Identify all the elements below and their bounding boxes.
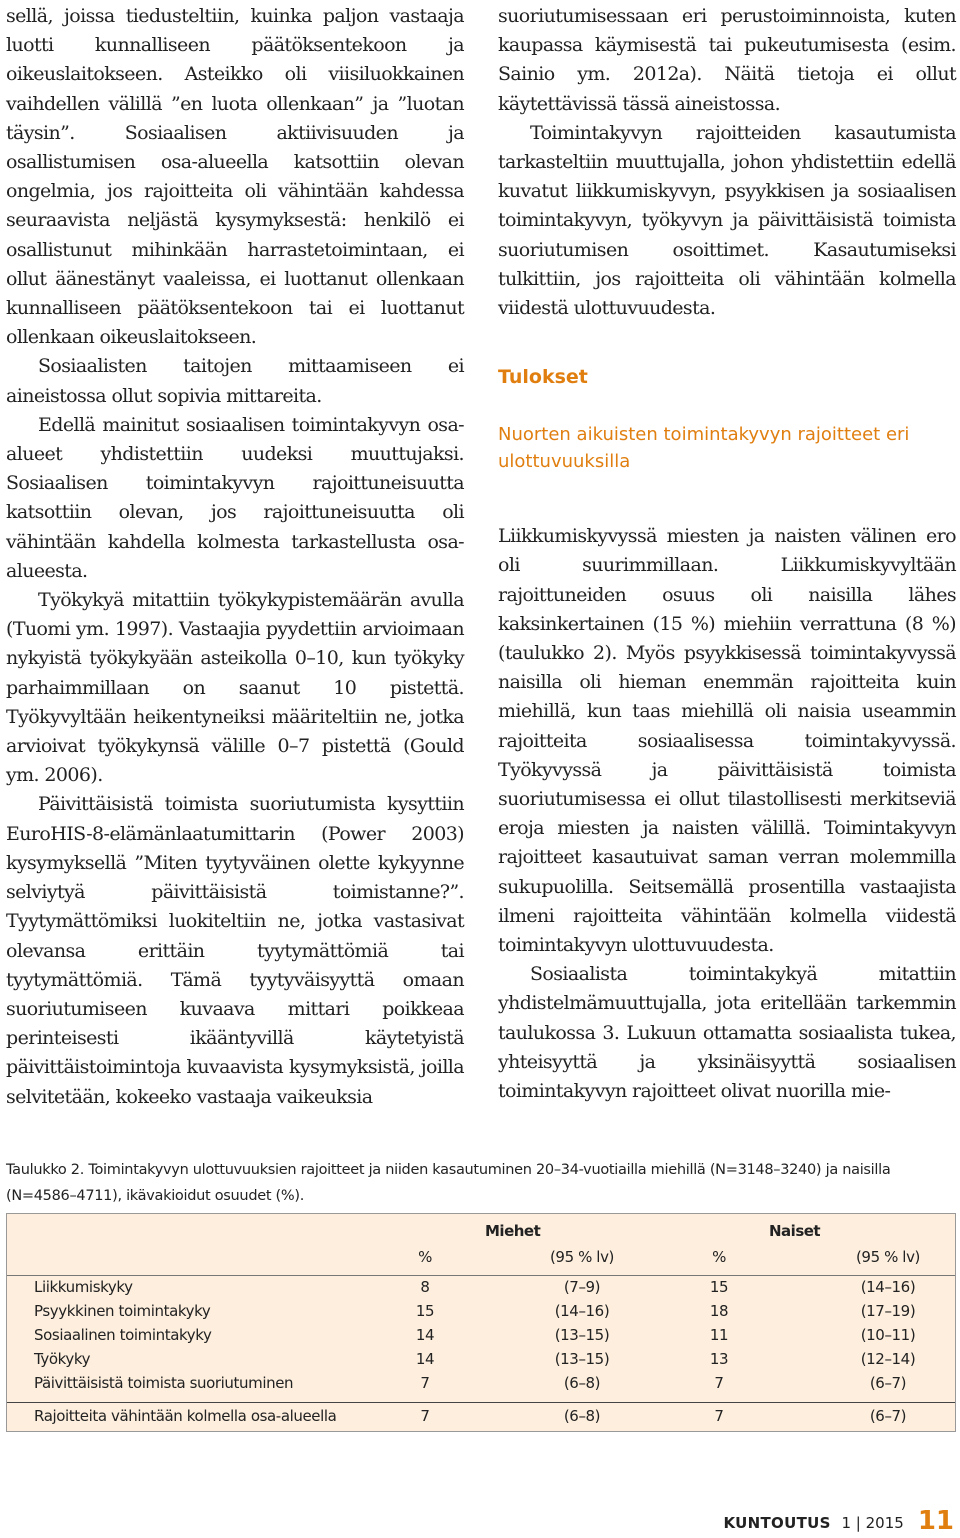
- paragraph: Päivittäisistä toimista suoriutumista kysyttiin EuroHIS-8-elämänlaatumittarin (Power 2003) kysymyksellä ”Miten tyytyväinen olette kykyynne selviytyä päivittäisistä toimistanne?”. Tyytymättömiksi luokiteltiin ne, jotka vastasivat olevansa erittäin tyytymättömiä tai tyytymättömiä. Tämä tyytyväisyyttä omaan suoriutumiseen kuvaava mittari poikkeaa perinteisesti ikääntyvillä käytetyistä päivittäistoimintoja kuvaavista kysymyksistä, joilla selvitetään, kokeeko vastaaja vaikeuksia: [6, 793, 464, 1108]
- page-footer: [724, 1500, 954, 1536]
- journal-name: KUNTOUTUS: [723, 1514, 831, 1532]
- row-label: Liikkumiskyky: [34, 1278, 133, 1296]
- row-label: Sosiaalinen toimintakyky: [34, 1326, 212, 1344]
- data-table: [6, 1213, 956, 1432]
- men-ci: (14–16): [554, 1302, 610, 1320]
- paragraph: Toimintakyvyn rajoitteiden kasautumista tarkasteltiin muuttujalla, johon yhdistettiin edellä kuvatut liikkumiskyvyn, psyykkisen ja sosiaalisen toimintakyvyn, työkyvyn ja päivittäisistä toimista suoriutumisen osoittimet. Kasautumiseksi tulkittiin, jos rajoitteita oli vähintään kolmella viidestä ulottuvuudesta.: [498, 121, 956, 320]
- women-pct: 7: [714, 1407, 724, 1425]
- column-header-pct-men: %: [418, 1248, 432, 1266]
- issue-number: 1 | 2015: [841, 1514, 904, 1532]
- column-header-pct-women: %: [712, 1248, 726, 1266]
- total-rule: [7, 1402, 955, 1403]
- section-subheading: Nuorten aikuisten toimintakyvyn rajoitteet eri ulottuvuuksilla: [498, 424, 910, 473]
- women-ci: (12–14): [860, 1350, 916, 1368]
- women-ci: (17–19): [860, 1302, 916, 1320]
- women-pct: 7: [714, 1374, 724, 1392]
- table-row: [7, 1347, 955, 1371]
- group-header-women: Naiset: [769, 1222, 821, 1240]
- table-row: [7, 1299, 955, 1323]
- table-caption: Taulukko 2. Toimintakyvyn ulottuvuuksien rajoitteet ja niiden kasautuminen 20–34-vuotiailla miehillä (N=3148–3240) ja naisilla (N=4586–4711), ikävakioidut osuudet (%).: [6, 1162, 891, 1204]
- men-pct: 14: [415, 1350, 435, 1368]
- left-text-column: [6, 2, 464, 1112]
- men-ci: (13–15): [554, 1350, 610, 1368]
- paragraph: Liikkumiskyvyssä miesten ja naisten välinen ero oli suurimmillaan. Liikkumiskyvyltään rajoittuneiden osuus oli naisilla lähes kaksinkertainen (15 %) miehiin verrattuna (8 %) (taulukko 2). Myös psyykkisessä toimintakyvyssä naisilla oli hieman enemmän rajoitteita kuin miehillä, kun taas miehillä oli naisia useammin rajoitteita sosiaalisessa toimintakyvyssä. Työkyvyssä ja päivittäisistä toimista suoriutumisessa ei ollut tilastollisesti merkitseviä eroja miesten ja naisten välillä. Toimintakyvyn rajoitteet kasautuivat saman verran molemmilla sukupuolilla. Seitsemällä prosentilla vastaajista ilmeni rajoitteita vähintään kolmella viidestä toimintakyvyn ulottuvuudesta.: [498, 525, 956, 957]
- women-pct: 13: [709, 1350, 729, 1368]
- men-pct: 7: [420, 1407, 430, 1425]
- paragraph: suoriutumisessaan eri perustoiminnoista, kuten kaupassa käymisestä tai pukeutumisesta (esim. Sainio ym. 2012a). Näitä tietoja ei ollut käytettävissä tässä aineistossa.: [498, 5, 956, 115]
- women-pct: 15: [709, 1278, 729, 1296]
- column-header-ci-men: (95 % lv): [549, 1248, 615, 1266]
- page-number: 11: [917, 1506, 954, 1536]
- row-label: Päivittäisistä toimista suoriutuminen: [34, 1374, 294, 1392]
- paragraph: Työkykyä mitattiin työkykypistemäärän avulla (Tuomi ym. 1997). Vastaajia pyydettiin arvioimaan nykyistä työkykyään asteikolla 0–10, kun työkyky parhaimmillaan on saanut 10 pistettä. Työkyvyltään heikentyneiksi määriteltiin ne, jotka arvioivat työkykynsä välille 0–7 pistettä (Gould ym. 2006).: [6, 589, 464, 787]
- women-ci: (10–11): [860, 1326, 916, 1344]
- men-pct: 14: [415, 1326, 435, 1344]
- row-label: Työkyky: [34, 1350, 91, 1368]
- men-pct: 8: [420, 1278, 430, 1296]
- row-label: Psyykkinen toimintakyky: [34, 1302, 211, 1320]
- men-ci: (7–9): [563, 1278, 601, 1296]
- right-text-column: [498, 2, 956, 1106]
- women-ci: (6–7): [869, 1374, 907, 1392]
- women-ci: (6–7): [869, 1407, 907, 1425]
- paragraph: Sosiaalista toimintakykyä mitattiin yhdistelmämuuttujalla, jota eritellään tarkemmin taulukossa 3. Lukuun ottamatta sosiaalista tukea, yhteisyyttä ja yksinäisyyttä sosiaalisen toimintakyvyn rajoitteet olivat nuorilla mie-: [498, 963, 956, 1103]
- men-pct: 7: [420, 1374, 430, 1392]
- table-row: [7, 1275, 955, 1299]
- table-row: [7, 1323, 955, 1347]
- paragraph: Sosiaalisten taitojen mittaamiseen ei aineistossa ollut sopivia mittareita.: [6, 355, 464, 407]
- men-ci: (13–15): [554, 1326, 610, 1344]
- women-pct: 18: [709, 1302, 729, 1320]
- paragraph: Edellä mainitut sosiaalisen toimintakyvyn osa-alueet yhdistettiin uudeksi muuttujaksi. Sosiaalisen toimintakyvyn rajoittuneisuutta katsottiin olevan, jos rajoittuneisuutta oli vähintään kahdella kolmesta tarkastellusta osa-alueesta.: [6, 413, 464, 582]
- group-header-men: Miehet: [485, 1222, 541, 1240]
- column-header-ci-women: (95 % lv): [855, 1248, 921, 1266]
- table-total-row: [7, 1404, 955, 1428]
- women-ci: (14–16): [860, 1278, 916, 1296]
- table-row: [7, 1371, 955, 1395]
- row-label: Rajoitteita vähintään kolmella osa-alueella: [34, 1407, 337, 1425]
- men-ci: (6–8): [563, 1407, 601, 1425]
- section-heading: Tulokset: [498, 366, 588, 389]
- men-ci: (6–8): [563, 1374, 601, 1392]
- paragraph: sellä, joissa tiedusteltiin, kuinka paljon vastaaja luotti kunnalliseen päätöksentekoon ja oikeuslaitokseen. Asteikko oli viisiluokkainen vaihdellen välillä ”en luota ollenkaan” ja ”luotan täysin”. Sosiaalisen aktiivisuuden ja osallistumisen osa-alueella katsottiin olevan ongelmia, jos rajoitteita oli vähintään kahdessa seuraavista neljästä kysymyksestä: henkilö ei osallistunut mihinkään harrastetoimintaan, ei ollut äänestänyt vaaleissa, ei luottanut ollenkaan kunnalliseen päätöksentekoon tai ei luottanut ollenkaan oikeuslaitokseen.: [6, 5, 464, 349]
- men-pct: 15: [415, 1302, 435, 1320]
- women-pct: 11: [709, 1326, 729, 1344]
